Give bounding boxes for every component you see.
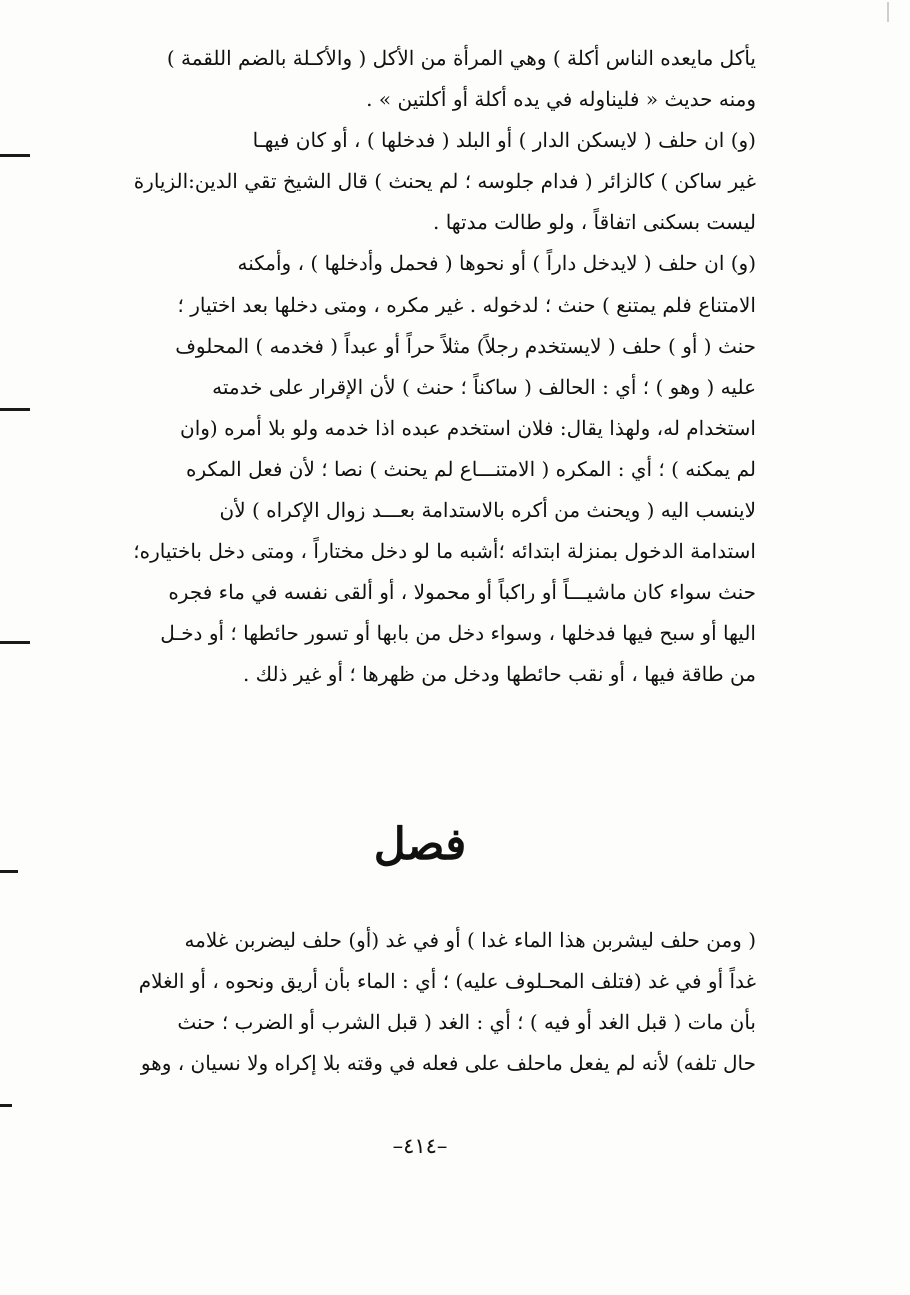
- main-text-block: [108, 38, 756, 696]
- text-line: غير ساكن ) كالزائر ( فدام جلوسه ؛ لم يحنث ) قال الشيخ تقي الدين:الزيارة: [133, 169, 756, 194]
- text-line: ومنه حديث « فليناوله في يده أكلة أو أكلتين » .: [366, 87, 756, 112]
- margin-mark: [0, 408, 30, 411]
- text-line: من طاقة فيها ، أو نقب حائطها ودخل من ظهرها ؛ أو غير ذلك .: [242, 662, 756, 687]
- text-line: عليه ( وهو ) ؛ أي : الحالف ( ساكناً ؛ حنث ) لأن الإقرار على خدمته: [212, 374, 756, 399]
- text-line: لم يمكنه ) ؛ أي : المكره ( الامتنـــاع لم يحنث ) نصا ؛ لأن فعل المكره: [185, 456, 756, 481]
- text-line: حنث ( أو ) حلف ( لايستخدم رجلاً) مثلاً حراً أو عبداً ( فخدمه ) المحلوف: [175, 333, 756, 358]
- text-line: الامتناع فلم يمتنع ) حنث ؛ لدخوله . غير مكره ، ومتى دخلها بعد اختيار ؛: [177, 292, 756, 317]
- text-line: ليست بسكنى اتفاقاً ، ولو طالت مدتها .: [433, 210, 756, 235]
- text-line: حنث سواء كان ماشيـــاً أو راكباً أو محمولا ، أو ألقى نفسه في ماء فجره: [168, 580, 756, 605]
- text-line: استدامة الدخول بمنزلة ابتدائه ؛أشبه ما لو دخل مختاراً ، ومتى دخل باختياره؛: [133, 539, 756, 564]
- margin-mark: [0, 641, 30, 644]
- text-line: لاينسب اليه ( ويحنث من أكره بالاستدامة بعـــد زوال الإكراه ) لأن: [219, 498, 756, 523]
- text-line: حال تلفه) لأنه لم يفعل ماحلف على فعله في وقته بلا إكراه ولا نسيان ، وهو: [140, 1051, 756, 1076]
- text-line: اليها أو سبح فيها فدخلها ، وسواء دخل من بابها أو تسور حائطها ؛ أو دخـل: [160, 621, 756, 646]
- margin-mark: [0, 154, 30, 157]
- text-line: (و) ان حلف ( لايسكن الدار ) أو البلد ( فدخلها ) ، أو كان فيهـا: [252, 128, 756, 153]
- scan-edge-mark: [887, 2, 889, 22]
- section-heading: فصل: [373, 819, 467, 870]
- text-line: يأكل مايعده الناس أكلة ) وهي المرأة من الأكل ( والأكـلة بالضم اللقمة ): [166, 46, 756, 70]
- page-number: –٤١٤–: [392, 1134, 448, 1158]
- text-line: غداً أو في غد (فتلف المحـلوف عليه) ؛ أي : الماء بأن أريق ونحوه ، أو الغلام: [138, 969, 756, 994]
- text-line: استخدام له، ولهذا يقال: فلان استخدم عبده اذا خدمه ولو بلا أمره (وان: [180, 415, 756, 440]
- margin-mark: [0, 870, 18, 873]
- margin-mark: [0, 1104, 12, 1107]
- text-line: ( ومن حلف ليشربن هذا الماء غدا ) أو في غد (أو) حلف ليضربن غلامه: [184, 928, 756, 952]
- text-line: (و) ان حلف ( لايدخل داراً ) أو نحوها ( فحمل وأدخلها ) ، وأمكنه: [237, 251, 756, 276]
- section-text-block: [108, 920, 756, 1084]
- text-line: بأن مات ( قبل الغد أو فيه ) ؛ أي : الغد ( قبل الشرب أو الضرب ؛ حنث: [177, 1010, 756, 1035]
